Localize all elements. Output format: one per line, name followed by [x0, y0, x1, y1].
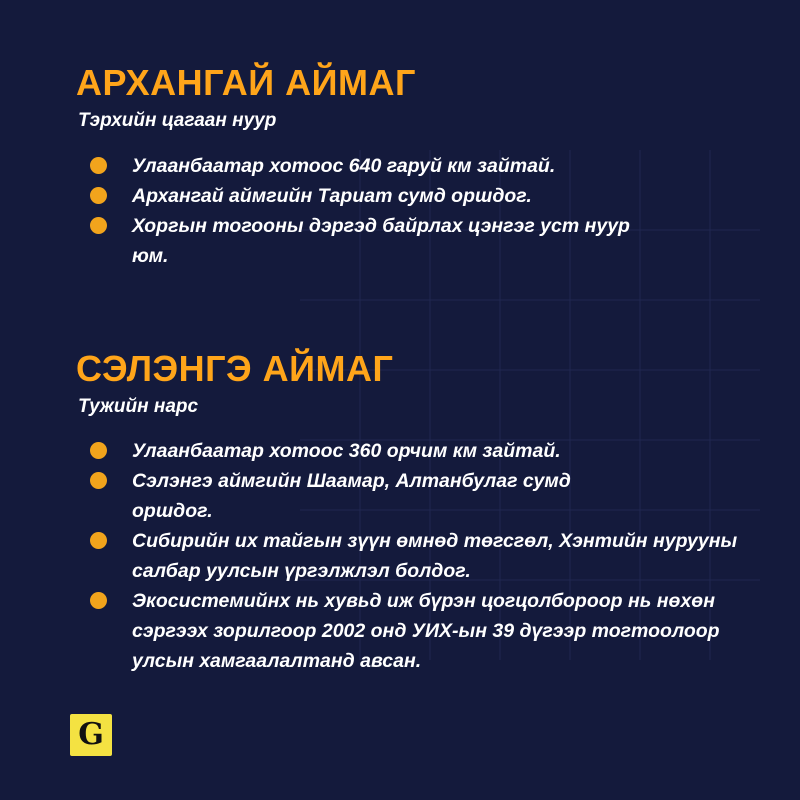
bullet-dot-icon — [90, 592, 107, 609]
bullet-list-selenge — [90, 436, 740, 676]
bullet-dot-icon — [90, 442, 107, 459]
list-item-text: Сибирийн их тайгын зүүн өмнөд төгсгөл, Хэнтийн нурууны салбар уулсын үргэлжлэл болдог. — [132, 530, 738, 582]
list-item — [90, 211, 650, 271]
bullet-dot-icon — [90, 187, 107, 204]
bullet-dot-icon — [90, 157, 107, 174]
section-title: АРХАНГАЙ АЙМАГ — [76, 62, 416, 103]
section-subtitle: Тужийн нарс — [78, 396, 199, 417]
list-item-text: Архангай аймгийн Тариат сумд оршдог. — [132, 185, 532, 207]
list-item-text: Сэлэнгэ аймгийн Шаамар, Алтанбулаг сумд оршдог. — [132, 470, 571, 522]
list-item — [90, 526, 740, 586]
list-item — [90, 181, 650, 211]
list-item-text: Хоргын тогооны дэргэд байрлах цэнгэг уст нуур юм. — [132, 215, 630, 267]
list-item — [90, 436, 740, 466]
list-item — [90, 151, 650, 181]
section-title: СЭЛЭНГЭ АЙМАГ — [76, 348, 394, 389]
bullet-list-arkhangai — [90, 151, 650, 271]
section-selenge — [76, 349, 393, 419]
list-item-text: Улаанбаатар хотоос 360 орчим км зайтай. — [132, 440, 561, 462]
brand-logo — [70, 714, 112, 756]
bullet-dot-icon — [90, 472, 107, 489]
list-item — [90, 466, 740, 526]
list-item-text: Экосистемийнх нь хувьд иж бүрэн цогцолбороор нь нөхөн сэргээх зорилгоор 2002 онд УИХ-ын 39 дүгээр тогтоолоор улсын хамгаалалтанд авсан. — [132, 590, 720, 672]
list-item — [90, 586, 740, 676]
bullet-dot-icon — [90, 532, 107, 549]
section-subtitle: Тэрхийн цагаан нуур — [78, 110, 277, 131]
logo-letter: G — [78, 717, 104, 752]
bullet-dot-icon — [90, 217, 107, 234]
list-item-text: Улаанбаатар хотоос 640 гаруй км зайтай. — [132, 155, 556, 177]
section-arkhangai — [76, 63, 416, 133]
